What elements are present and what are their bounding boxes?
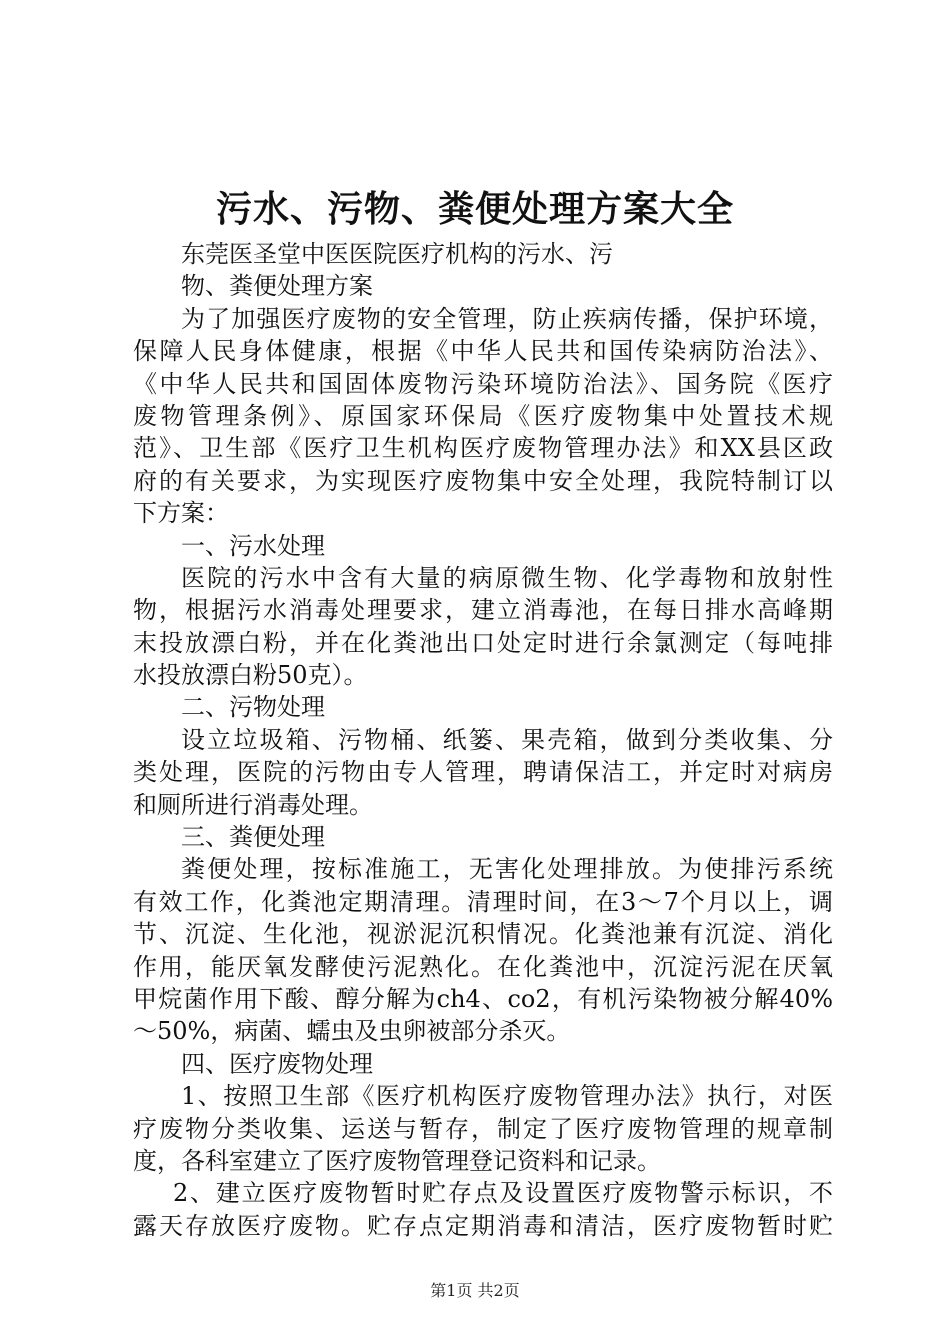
paragraph-intro-line: 保障人民身体健康，根据《中华人民共和国传染病防治法》、 [133, 337, 833, 366]
paragraph-sewage-line: 医院的污水中含有大量的病原微生物、化学毒物和放射性 [181, 563, 833, 592]
paragraph-medical-waste-line: 度，各科室建立了医疗废物管理登记资料和记录。 [133, 1146, 661, 1175]
paragraph-medical-waste-line: 2、建立医疗废物暂时贮存点及设置医疗废物警示标识，不 [173, 1179, 833, 1208]
paragraph-waste-line: 类处理，医院的污物由专人管理，聘请保洁工，并定时对病房 [133, 758, 833, 787]
subtitle-line-2: 物、粪便处理方案 [181, 272, 373, 301]
paragraph-waste-line: 和厕所进行消毒处理。 [133, 790, 373, 819]
paragraph-sewage-line: 物，根据污水消毒处理要求，建立消毒池，在每日排水高峰期 [133, 596, 833, 625]
paragraph-intro-line: 为了加强医疗废物的安全管理，防止疾病传播，保护环境， [181, 304, 833, 333]
paragraph-sewage-line: 末投放漂白粉，并在化粪池出口处定时进行余氯测定（每吨排 [133, 628, 833, 657]
paragraph-feces-line: 粪便处理，按标准施工，无害化处理排放。为使排污系统 [181, 855, 833, 884]
page-number: 第1页 共2页 [430, 1281, 520, 1300]
section-heading-medical-waste: 四、医疗废物处理 [181, 1049, 373, 1078]
paragraph-intro-line: 范》、卫生部《医疗卫生机构医疗废物管理办法》和XX县区政 [133, 434, 833, 463]
document-body [133, 238, 833, 1242]
paragraph-feces-line: 节、沉淀、生化池，视淤泥沉积情况。化粪池兼有沉淀、消化 [133, 920, 833, 949]
subtitle-line-1: 东莞医圣堂中医医院医疗机构的污水、污 [181, 240, 613, 268]
paragraph-intro-line: 下方案： [133, 499, 229, 528]
paragraph-intro-line: 《中华人民共和国固体废物污染环境防治法》、国务院《医疗 [133, 369, 833, 398]
paragraph-sewage-line: 水投放漂白粉50克）。 [133, 661, 368, 690]
section-heading-feces: 三、粪便处理 [181, 823, 325, 852]
paragraph-feces-line: ～50%，病菌、蠕虫及虫卵被部分杀灭。 [133, 1017, 571, 1046]
paragraph-feces-line: 作用，能厌氧发酵使污泥熟化。在化粪池中，沉淀污泥在厌氧 [133, 952, 833, 981]
paragraph-feces-line: 甲烷菌作用下酸、醇分解为ch4、co2，有机污染物被分解40% [133, 984, 833, 1013]
paragraph-waste-line: 设立垃圾箱、污物桶、纸篓、果壳箱，做到分类收集、分 [181, 725, 833, 754]
section-heading-sewage: 一、污水处理 [181, 531, 325, 560]
paragraph-intro-line: 废物管理条例》、原国家环保局《医疗废物集中处置技术规 [133, 401, 833, 430]
paragraph-intro-line: 府的有关要求，为实现医疗废物集中安全处理，我院特制订以 [133, 466, 833, 495]
section-heading-waste: 二、污物处理 [181, 693, 325, 722]
paragraph-medical-waste-line: 1、按照卫生部《医疗机构医疗废物管理办法》执行，对医 [181, 1082, 833, 1111]
paragraph-medical-waste-line: 露天存放医疗废物。贮存点定期消毒和清洁，医疗废物暂时贮 [133, 1211, 833, 1240]
paragraph-medical-waste-line: 疗废物分类收集、运送与暂存，制定了医疗废物管理的规章制 [133, 1114, 833, 1143]
paragraph-feces-line: 有效工作，化粪池定期清理。清理时间，在3～7个月以上，调 [133, 887, 833, 916]
document-title: 污水、污物、粪便处理方案大全 [215, 188, 734, 230]
